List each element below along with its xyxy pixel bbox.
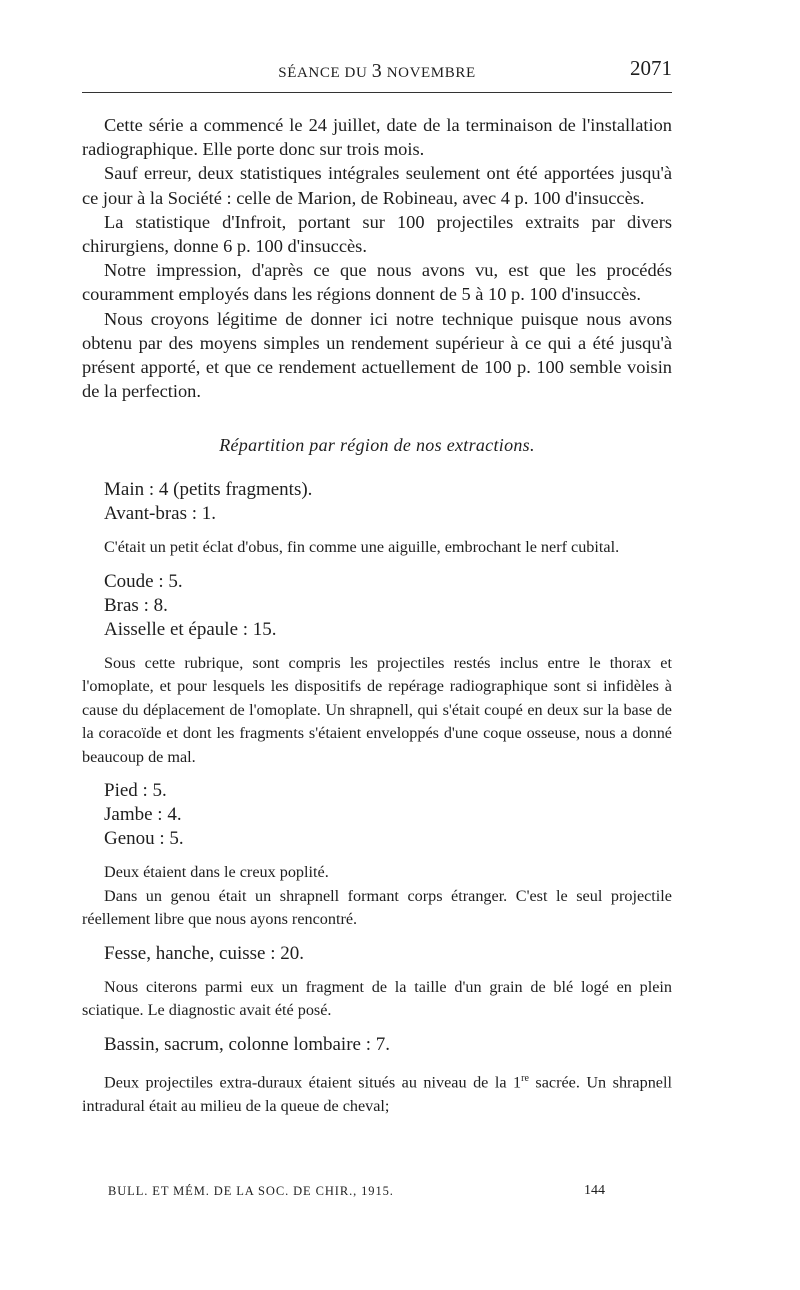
running-title xyxy=(82,60,672,83)
note-avant-bras: C'était un petit éclat d'obus, fin comme une aiguille, embrochant le nerf cubital. xyxy=(104,538,620,557)
page-number: 2071 xyxy=(630,56,672,80)
note-genou-1: Deux étaient dans le creux poplité. xyxy=(104,863,329,882)
note-genou-2: Dans un genou était un shrapnell formant corps étranger. C'est le seul projectile réellement libre que nous ayons rencontré. xyxy=(82,886,672,929)
entry-jambe: Jambe : 4. xyxy=(104,804,182,826)
note-bassin-superscript: re xyxy=(521,1072,529,1084)
entry-fesse: Fesse, hanche, cuisse : 20. xyxy=(104,942,304,964)
footer-citation: BULL. ET MÉM. DE LA SOC. DE CHIR., 1915. xyxy=(108,1184,394,1198)
running-title-month: NOVEMBRE xyxy=(382,65,476,81)
note-bassin-part: Deux projectiles extra-duraux étaient situés au niveau de la 1 xyxy=(104,1073,522,1092)
entry-aisselle: Aisselle et épaule : 15. xyxy=(104,618,277,640)
document-body xyxy=(82,113,672,1118)
entry-avant-bras: Avant-bras : 1. xyxy=(104,503,217,525)
paragraph: La statistique d'Infroit, portant sur 100 projectiles extraits par divers chirurgiens, donne 6 p. 100 d'insuccès. xyxy=(82,211,672,257)
paragraph: Nous croyons légitime de donner ici notre technique puisque nous avons obtenu par des moyens simples un rendement supérieur à ce qui a été jusqu'à présent apporté, et que ce rendement actuellement de 100 p. 100 semble voisin de la perfection. xyxy=(82,308,672,402)
paragraph: Sauf erreur, deux statistiques intégrales seulement ont été apportées jusqu'à ce jour à la Société : celle de Marion, de Robineau, avec 4 p. 100 d'insuccès. xyxy=(82,163,672,208)
header-rule xyxy=(82,92,672,93)
note-bassin xyxy=(82,1067,672,1118)
entry-coude: Coude : 5. xyxy=(104,570,183,592)
note-aisselle: Sous cette rubrique, sont compris les projectiles restés inclus entre le thorax et l'omoplate, et pour lesquels les dispositifs de repérage radiographique sont si infidèles à cause du déplacement de l'omoplate. Un shrapnell, qui s'était coupé en deux sur la base de la coracoïde et dont les fragments s'étaient enveloppés d'une coque osseuse, nous a donné beaucoup de mal. xyxy=(82,653,672,766)
entry-pied: Pied : 5. xyxy=(104,780,167,802)
note-bassin-part: sacrée. Un shrapnell intradural était au milieu de la queue de cheval; xyxy=(82,1073,672,1115)
page xyxy=(82,52,672,1128)
signature-number: 144 xyxy=(584,1183,605,1198)
entry-bras: Bras : 8. xyxy=(104,594,168,616)
running-title-part: SÉANCE DU xyxy=(278,65,372,81)
section-title: Répartition par région de nos extractions. xyxy=(219,435,535,456)
entry-main: Main : 4 (petits fragments). xyxy=(104,479,313,501)
running-title-day: 3 xyxy=(371,60,383,82)
paragraph: Cette série a commencé le 24 juillet, date de la terminaison de l'installation radiographique. Elle porte donc sur trois mois. xyxy=(82,115,672,160)
paragraph: Notre impression, d'après ce que nous avons vu, est que les procédés couramment employés dans les régions donnent de 5 à 10 p. 100 d'insuccès. xyxy=(82,260,672,305)
entry-genou: Genou : 5. xyxy=(104,828,184,850)
running-head xyxy=(82,52,672,86)
entry-bassin: Bassin, sacrum, colonne lombaire : 7. xyxy=(104,1033,390,1055)
note-fesse: Nous citerons parmi eux un fragment de la taille d'un grain de blé logé en plein sciatique. Le diagnostic avait été posé. xyxy=(82,977,672,1020)
